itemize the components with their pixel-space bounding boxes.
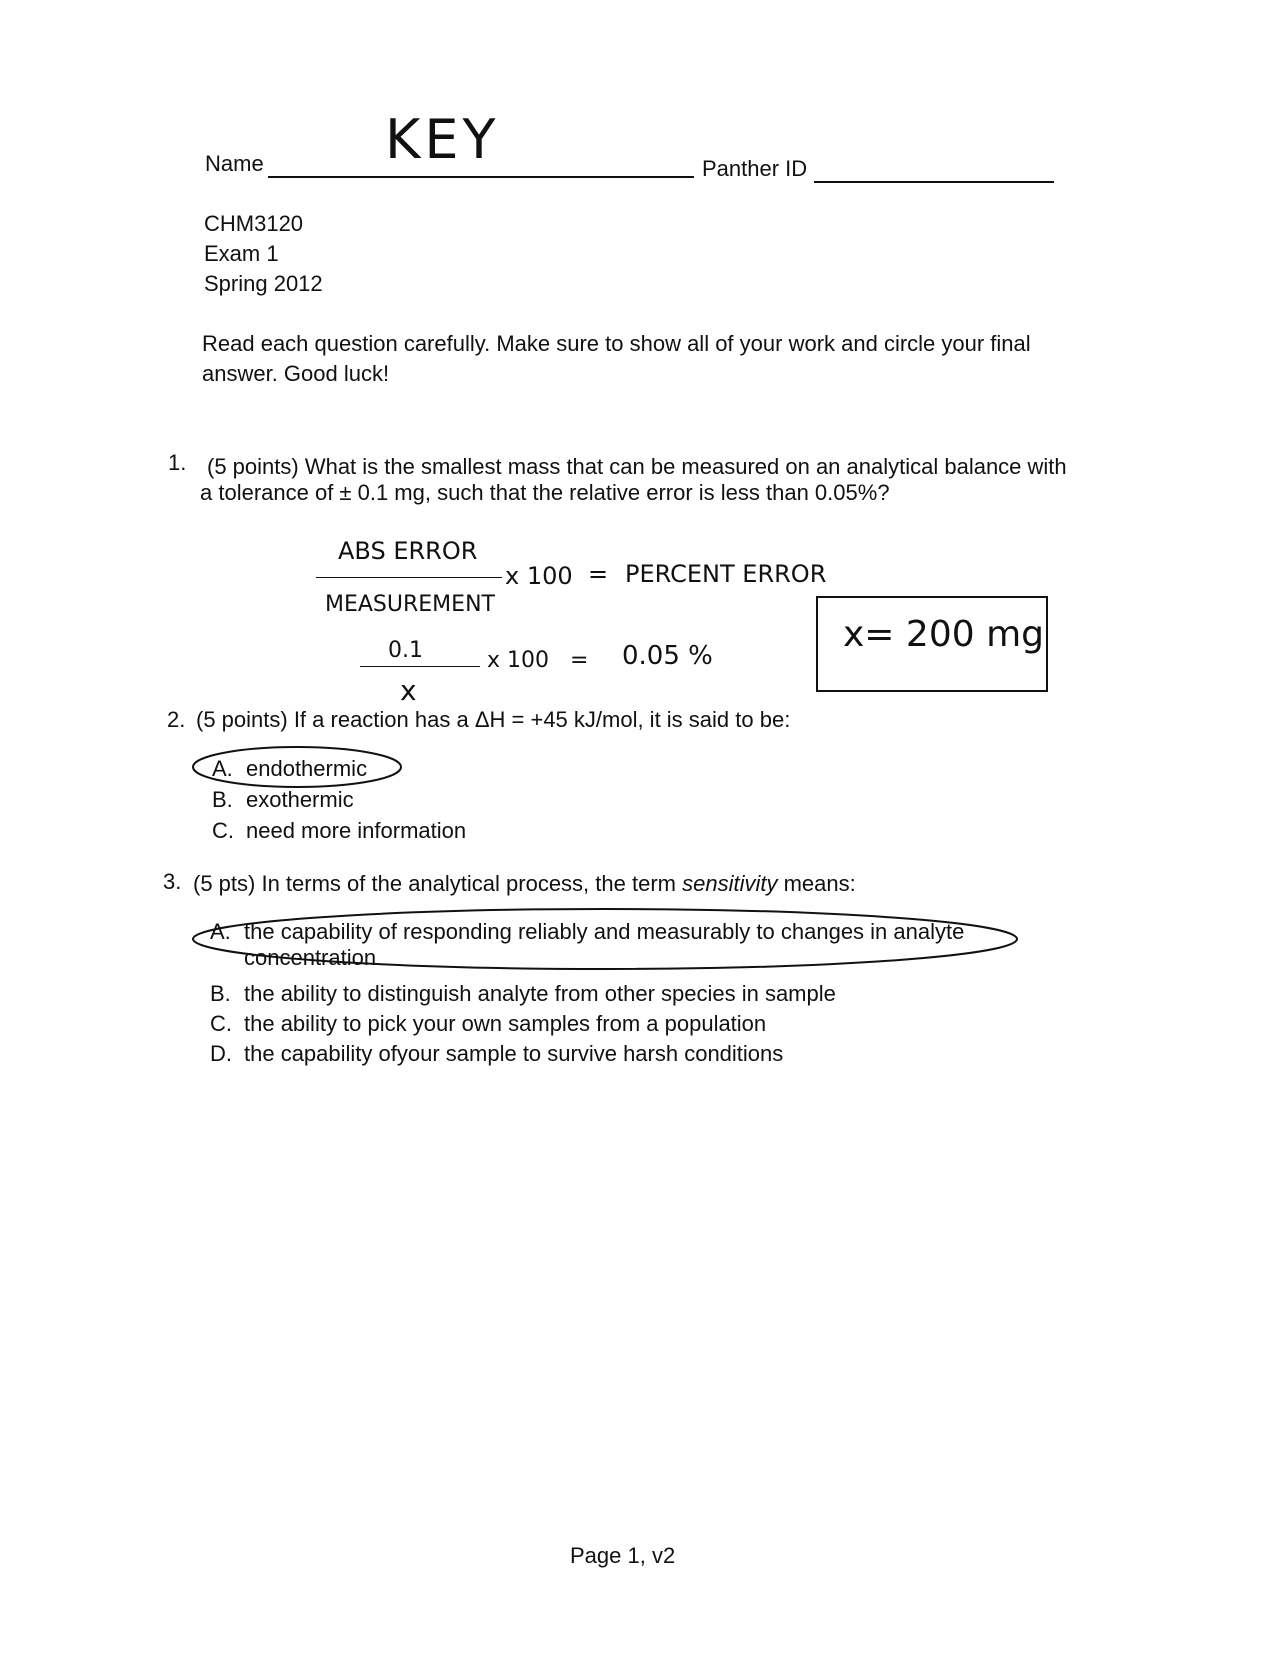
q2-option-a-text: endothermic	[246, 756, 368, 781]
q3-stem-term: sensitivity	[682, 871, 778, 896]
q3-option-c-text: the ability to pick your own samples from a population	[244, 1011, 767, 1036]
name-handwritten-key: KEY	[385, 108, 500, 171]
q1-work-denominator: MEASUREMENT	[325, 592, 495, 617]
q1-work-result: PERCENT ERROR	[625, 560, 827, 588]
q1-line-2: a tolerance of ± 0.1 mg, such that the relative error is less than 0.05%?	[200, 480, 890, 505]
q3-option-a-text-cont: concentration	[244, 945, 377, 970]
q1-work-times: x 100	[505, 562, 573, 590]
panther-id-label: Panther ID	[702, 156, 808, 181]
q2-option-c-text: need more information	[246, 818, 467, 843]
q3-option-d-text: the capability ofyour sample to survive harsh conditions	[244, 1041, 784, 1066]
q1-number: 1.	[168, 450, 187, 475]
q3-option-a-text: the capability of responding reliably and measurably to changes in analyte	[244, 919, 965, 944]
exam-term: Spring 2012	[204, 271, 323, 296]
q2-option-a-letter: A.	[212, 756, 233, 781]
q3-option-b-text: the ability to distinguish analyte from other species in sample	[244, 981, 836, 1006]
q1-line-1: (5 points) What is the smallest mass that can be measured on an analytical balance with	[207, 454, 1067, 479]
q1-work-numerator: ABS ERROR	[338, 537, 478, 565]
q3-option-a-letter: A.	[210, 919, 231, 944]
q1-work-equals-2: =	[570, 648, 589, 673]
q1-work-fraction-bar-1	[316, 577, 502, 578]
q2-number: 2.	[167, 707, 186, 732]
course-code: CHM3120	[204, 211, 304, 236]
name-underline	[268, 176, 694, 178]
q3-option-b-letter: B.	[210, 981, 231, 1006]
q2-option-b-text: exothermic	[246, 787, 354, 812]
q1-work-fraction-bar-2	[360, 666, 480, 667]
q1-answer: x= 200 mg	[843, 614, 1044, 655]
q2-option-c-letter: C.	[212, 818, 234, 843]
q1-work-result-2: 0.05 %	[622, 641, 713, 671]
instructions-line-1: Read each question carefully. Make sure to show all of your work and circle your final	[202, 331, 1031, 356]
q2-option-b-letter: B.	[212, 787, 233, 812]
q1-work-numerator-2: 0.1	[388, 638, 423, 663]
page-number: Page 1, v2	[570, 1543, 676, 1568]
exam-number: Exam 1	[204, 241, 279, 266]
q1-work-denominator-2: x	[400, 674, 417, 707]
q3-option-c-letter: C.	[210, 1011, 232, 1036]
q1-work-times-2: x 100	[487, 648, 550, 673]
panther-id-underline	[814, 181, 1054, 183]
q3-option-d-letter: D.	[210, 1041, 232, 1066]
q3-stem: (5 pts) In terms of the analytical process, the term sensitivity means:	[193, 871, 856, 896]
q1-work-equals: =	[588, 560, 609, 588]
name-label: Name	[205, 151, 264, 176]
instructions-line-2: answer. Good luck!	[202, 361, 390, 386]
q2-stem: (5 points) If a reaction has a ΔH = +45 kJ/mol, it is said to be:	[196, 707, 791, 732]
q3-number: 3.	[163, 869, 182, 894]
